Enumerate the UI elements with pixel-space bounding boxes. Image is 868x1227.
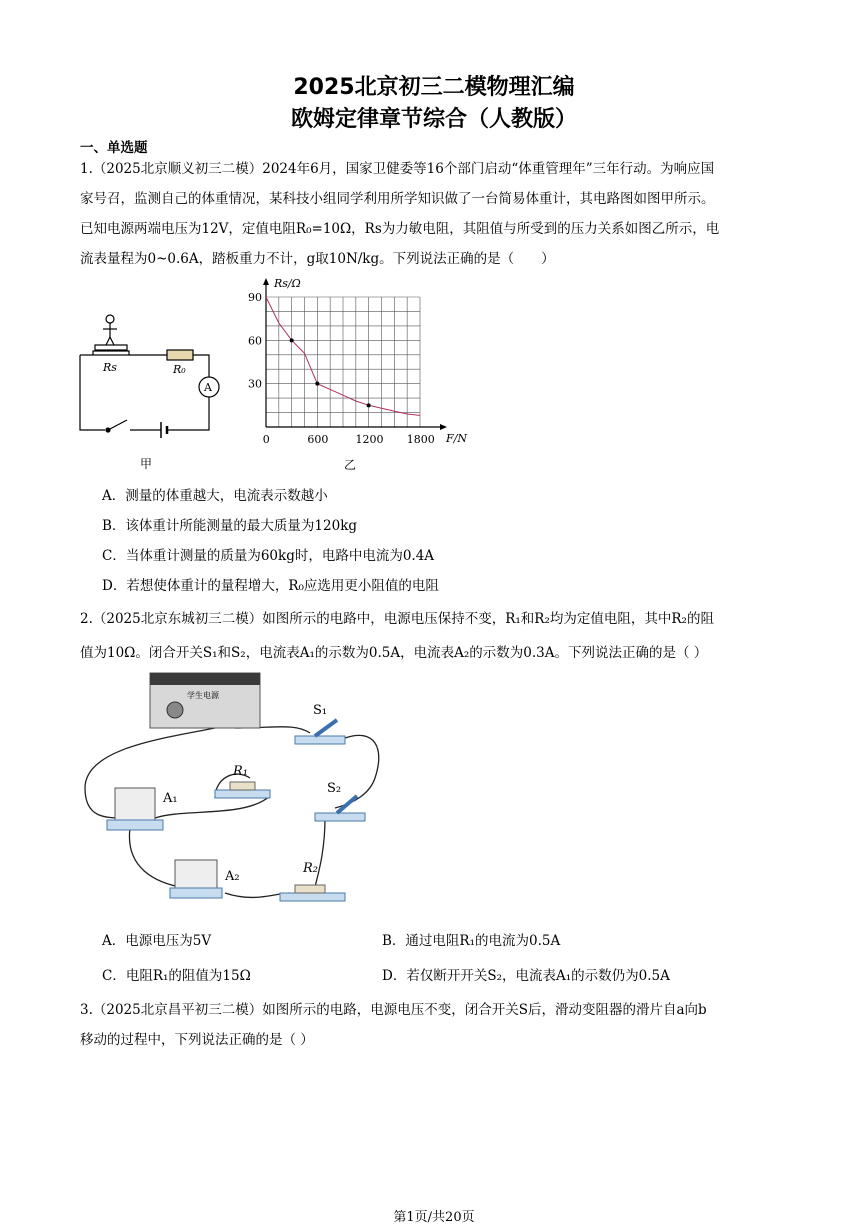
caption-yi: 乙 [344, 458, 357, 472]
data-point [290, 338, 294, 342]
q1-option-d: D．若想使体重计的量程增大，R₀应选用更小阻值的电阻 [102, 578, 439, 594]
q1-option-a: A．测量的体重越大，电流表示数越小 [102, 488, 328, 504]
label-s1: S₁ [313, 703, 328, 718]
label-a2: A₂ [225, 869, 240, 884]
q2-option-c: C．电阻R₁的阻值为15Ω [102, 968, 251, 984]
data-point [367, 403, 371, 407]
q1-line-2: 家号召，监测自己的体重情况，某科技小组同学利用所学知识做了一台简易体重计，其电路图如图甲所示。 [80, 191, 715, 207]
x-tick-label: 1800 [406, 433, 435, 446]
section-heading: 一、单选题 [80, 140, 148, 156]
y-axis-label: Rs/Ω [274, 277, 301, 290]
q2-option-a: A．电源电压为5V [102, 933, 212, 949]
figure-yi-chart [240, 272, 480, 472]
q1-line-3: 已知电源两端电压为12V，定值电阻R₀=10Ω，Rs为力敏电阻，其阻值与所受到的压力关系如图乙所示，电 [80, 221, 720, 237]
q2-line-2: 值为10Ω。闭合开关S₁和S₂，电流表A₁的示数为0.5A，电流表A₂的示数为0.3A。下列说法正确的是（ ） [80, 645, 708, 661]
label-r0: R₀ [173, 363, 186, 376]
page-title-line1: 2025北京初三二模物理汇编 [293, 75, 575, 100]
q1-option-b: B．该体重计所能测量的最大质量为120kg [102, 518, 358, 534]
label-r2: R₂ [303, 861, 318, 876]
label-ammeter: A [204, 381, 212, 394]
x-tick-label: 1200 [355, 433, 384, 446]
label-s2: S₂ [327, 781, 342, 796]
y-axis-arrow [263, 278, 269, 285]
x-tick-label: 0 [262, 433, 270, 446]
x-axis-label: F/N [446, 432, 467, 445]
label-r1: R₁ [233, 764, 248, 779]
x-axis-arrow [440, 424, 447, 430]
label-rs: Rs [103, 361, 117, 374]
power-supply-label: 学生电源 [187, 691, 219, 700]
q1-line-4: 流表量程为0~0.6A，踏板重力不计，g取10N/kg。下列说法正确的是（ ） [80, 251, 555, 267]
q3-line-2: 移动的过程中，下列说法正确的是（ ） [80, 1032, 314, 1048]
data-point [315, 382, 319, 386]
y-tick-label: 60 [248, 334, 262, 348]
label-a1: A₁ [163, 791, 178, 806]
q3-line-1: 3.（2025北京昌平初三二模）如图所示的电路，电源电压不变，闭合开关S后，滑动变阻器的滑片自a向b [80, 1002, 707, 1018]
q1-option-c: C．当体重计测量的质量为60kg时，电路中电流为0.4A [102, 548, 435, 564]
q1-line-1: 1.（2025北京顺义初三二模）2024年6月，国家卫健委等16个部门启动“体重管理年”三年行动。为响应国 [80, 161, 715, 177]
figure-q2-circuit [75, 668, 395, 918]
figure-jia-circuit [75, 305, 225, 475]
page-footer: 第1页/共20页 [393, 1210, 475, 1225]
y-tick-label: 90 [248, 291, 262, 304]
caption-jia: 甲 [140, 457, 153, 471]
x-tick-label: 600 [307, 433, 329, 446]
q2-option-b: B．通过电阻R₁的电流为0.5A [382, 933, 561, 949]
page-title-line2: 欧姆定律章节综合（人教版） [290, 107, 577, 132]
q2-option-d: D．若仅断开开关S₂，电流表A₁的示数仍为0.5A [382, 968, 670, 984]
y-tick-label: 30 [248, 377, 262, 391]
q2-line-1: 2.（2025北京东城初三二模）如图所示的电路中，电源电压保持不变，R₁和R₂均为定值电阻，其中R₂的阻 [80, 611, 714, 627]
